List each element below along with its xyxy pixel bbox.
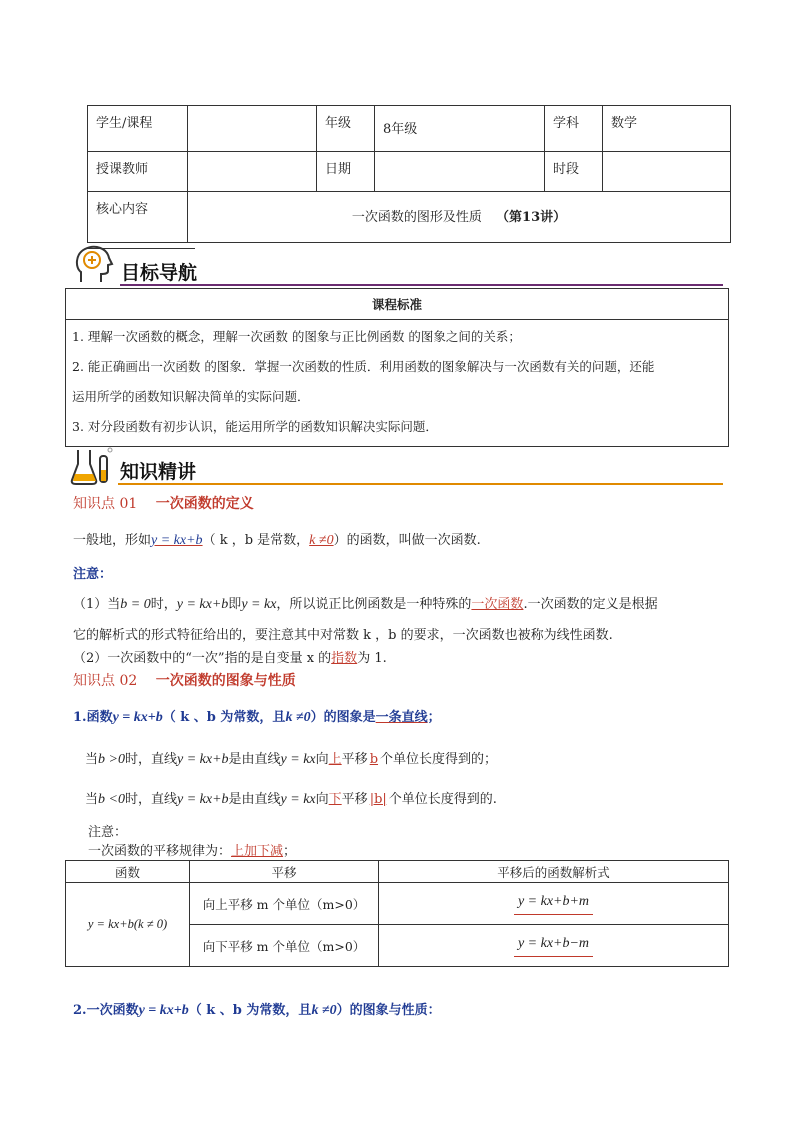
trans-header-func: 函数	[66, 861, 190, 883]
p1-b: （ k 、b 为常数，且	[162, 710, 286, 725]
trans-row2-result: y = kx+b−m	[514, 936, 593, 957]
note2-a: （2）一次函数中的“一次”指的是自变量 x 的	[73, 651, 332, 666]
p2-cond: k ≠0	[311, 1003, 337, 1018]
trans-header-shift: 平移	[190, 861, 379, 883]
p1-c: ）的图象是	[310, 710, 376, 725]
kp1-definition	[73, 529, 481, 549]
standards-body	[66, 320, 729, 447]
p1-e: ；	[427, 710, 441, 725]
kp2-rule	[88, 840, 296, 859]
kp1-note1-line2: 它的解析式的形式特征给出的，要注意其中对常数 k ，b 的要求，一次函数也被称为线性函数.	[73, 628, 613, 643]
note1-b: b = 0	[120, 597, 151, 612]
trans-row1-result-cell	[379, 883, 729, 925]
section-knowledge-title: 知识精讲	[120, 461, 197, 483]
target-head-icon	[71, 244, 121, 286]
standards-item-2b: 运用所学的函数知识解决简单的实际问题．	[72, 389, 310, 404]
def-mid: （ k ，b 是常数，	[202, 533, 310, 548]
standards-header: 课程标准	[66, 289, 729, 320]
section-target-title: 目标导航	[121, 262, 198, 284]
note1-g: ，所以说正比例函数是一种特殊的	[276, 597, 472, 612]
core-lesson: （第13讲）	[496, 210, 567, 225]
lp-a: 当	[85, 752, 99, 767]
trans-row2-shift: 向下平移 m 个单位（m>0）	[190, 925, 379, 967]
ln-c: 时，直线	[124, 792, 177, 807]
teacher-label: 授课教师	[88, 152, 188, 192]
def-cond: k ≠0	[309, 533, 334, 548]
ln-b: b <0	[98, 792, 125, 807]
student-value	[188, 106, 317, 152]
core-label: 核心内容	[88, 192, 188, 243]
kp2-title-text: 一次函数的图象与性质	[155, 673, 296, 689]
lp-f: y = kx	[280, 752, 316, 767]
ln-i: 平移	[341, 792, 368, 807]
section-target-rule	[120, 284, 723, 286]
ln-d: y = kx+b	[176, 792, 229, 807]
kp1-title-num: 知识点 01	[73, 496, 138, 512]
note1-f: y = kx	[241, 597, 277, 612]
p1-a: 1.函数	[73, 710, 113, 725]
lp-c: 时，直线	[124, 752, 177, 767]
lp-g: 向	[315, 752, 329, 767]
rule-b: 上加下减	[231, 844, 284, 859]
date-value	[375, 152, 545, 192]
trans-func: y = kx+b(k ≠ 0)	[66, 883, 190, 967]
period-label: 时段	[545, 152, 603, 192]
flask-icon	[70, 446, 118, 486]
teacher-value	[188, 152, 317, 192]
standards-item-2a: 2. 能正确画出一次函数 的图象．掌握一次函数的性质．利用函数的图象解决与一次函数有关的问题，还能	[72, 359, 655, 374]
trans-row1-result: y = kx+b+m	[514, 894, 593, 915]
kp2-note-label: 注意：	[88, 825, 128, 840]
period-value	[603, 152, 731, 192]
note1-h: 一次函数	[471, 597, 524, 612]
trans-row1-shift: 向上平移 m 个单位（m>0）	[190, 883, 379, 925]
ln-g: 向	[315, 792, 329, 807]
p2-formula: y = kx+b	[138, 1003, 189, 1018]
ln-j: |b|	[369, 792, 387, 807]
info-table	[87, 105, 731, 243]
ln-k: 个单位长度得到的.	[388, 792, 497, 807]
def-pre: 一般地，形如	[73, 533, 152, 548]
student-label: 学生/课程	[88, 106, 188, 152]
p2-a: 2.一次函数	[73, 1003, 139, 1018]
note2-c: 为 1.	[357, 651, 387, 666]
p1-formula: y = kx+b	[112, 710, 163, 725]
standards-item-1: 1. 理解一次函数的概念，理解一次函数 的图象与正比例函数 的图象之间的关系；	[72, 329, 521, 344]
kp1-note1	[73, 593, 658, 613]
lp-h: 上	[328, 752, 342, 767]
ln-e: 是由直线	[228, 792, 281, 807]
lp-j: b	[369, 752, 379, 767]
core-content	[188, 192, 731, 243]
ln-a: 当	[85, 792, 99, 807]
kp2-line-negative	[85, 788, 497, 808]
kp2-point2	[73, 999, 441, 1019]
date-label: 日期	[317, 152, 375, 192]
lp-k: 个单位长度得到的；	[380, 752, 498, 767]
kp1-note2	[73, 647, 387, 666]
p1-d: 一条直线	[375, 710, 428, 725]
note2-b: 指数	[331, 651, 358, 666]
ln-h: 下	[328, 792, 342, 807]
lp-e: 是由直线	[228, 752, 281, 767]
def-post: ）的函数，叫做一次函数.	[333, 533, 481, 548]
lp-b: b >0	[98, 752, 125, 767]
section-knowledge-rule	[118, 483, 723, 485]
rule-c: ；	[283, 844, 297, 859]
note1-a: （1）当	[73, 597, 121, 612]
standards-item-3: 3. 对分段函数有初步认识，能运用所学的函数知识解决实际问题．	[72, 419, 438, 434]
ln-f: y = kx	[280, 792, 316, 807]
p2-b: （ k 、b 为常数，且	[188, 1003, 312, 1018]
note1-e: 即	[228, 597, 242, 612]
kp1-note-label: 注意：	[73, 567, 113, 582]
heading-top-rule	[85, 248, 195, 249]
kp1-title-text: 一次函数的定义	[155, 496, 254, 512]
kp2-line-positive	[85, 748, 497, 768]
kp2-title-num: 知识点 02	[73, 673, 138, 689]
kp1-title	[73, 493, 254, 513]
kp2-title	[73, 670, 296, 690]
translation-table	[65, 860, 729, 967]
note1-i: .一次函数的定义是根据	[523, 597, 658, 612]
grade-label: 年级	[317, 106, 375, 152]
def-formula: y = kx+b	[151, 533, 203, 548]
subject-value: 数学	[603, 106, 731, 152]
subject-label: 学科	[545, 106, 603, 152]
standards-table	[65, 288, 729, 447]
note1-d: y = kx+b	[176, 597, 229, 612]
rule-a: 一次函数的平移规律为：	[88, 844, 232, 859]
lp-i: 平移	[341, 752, 368, 767]
note1-c: 时，	[150, 597, 177, 612]
trans-header-result: 平移后的函数解析式	[379, 861, 729, 883]
p1-cond: k ≠0	[285, 710, 311, 725]
core-value: 一次函数的图形及性质	[351, 210, 482, 225]
trans-row2-result-cell	[379, 925, 729, 967]
p2-c: ）的图象与性质：	[336, 1003, 441, 1018]
lp-d: y = kx+b	[176, 752, 229, 767]
kp2-point1	[73, 706, 441, 726]
grade-value: 8年级	[375, 106, 545, 152]
